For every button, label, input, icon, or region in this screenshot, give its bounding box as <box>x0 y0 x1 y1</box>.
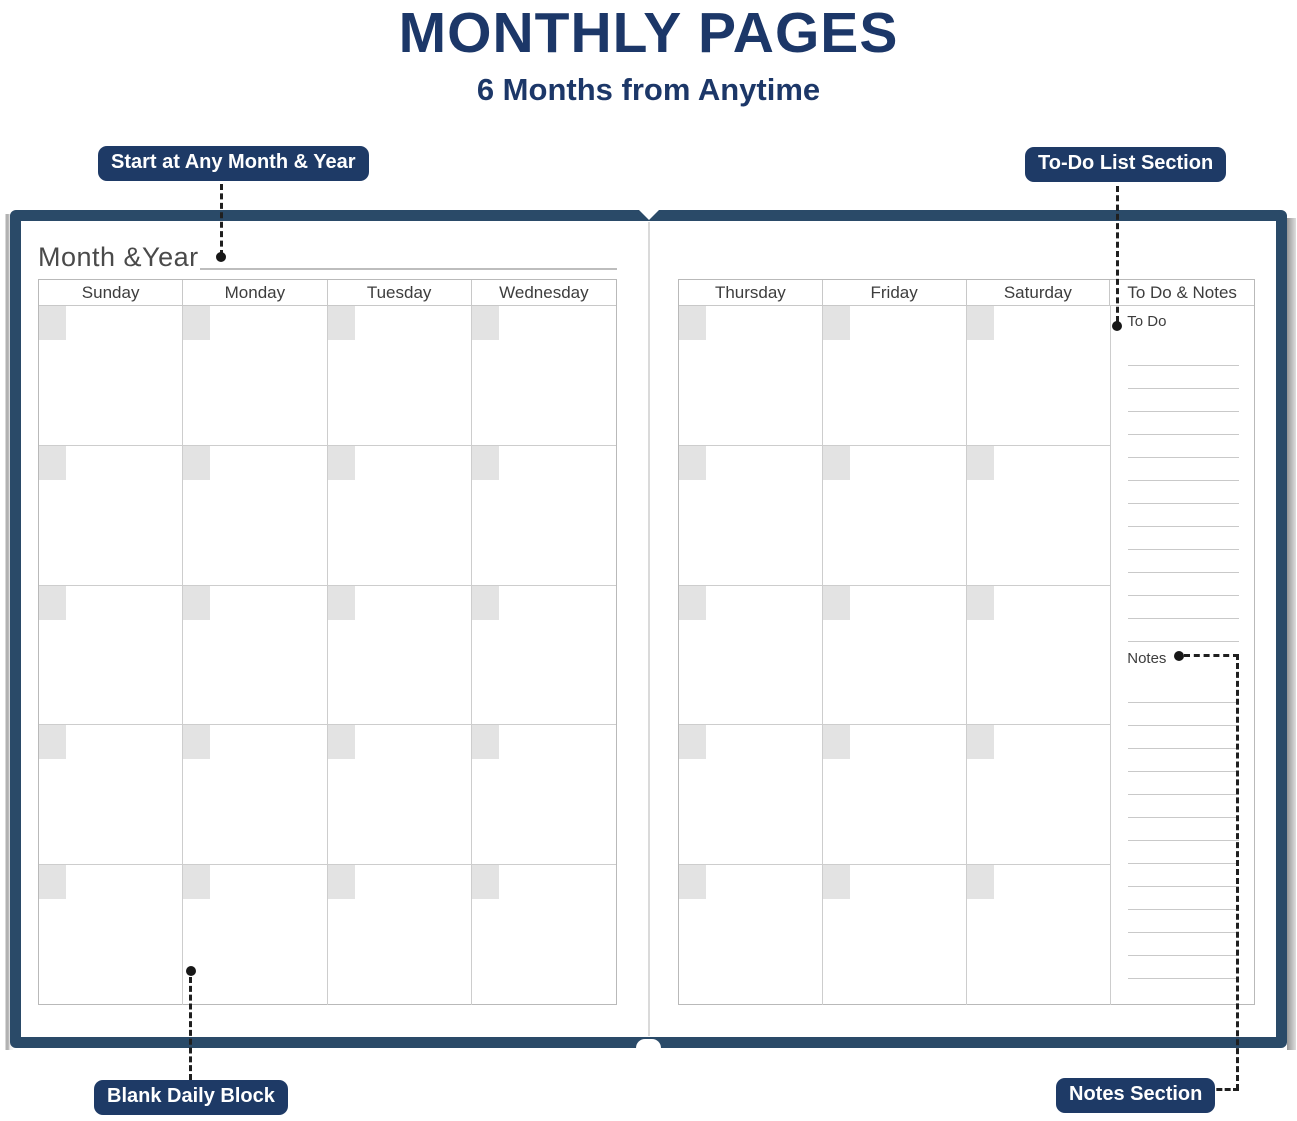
day-cell <box>472 306 616 446</box>
date-number-block <box>472 446 499 480</box>
date-number-block <box>967 306 994 340</box>
date-number-block <box>328 446 355 480</box>
day-cell <box>328 306 472 446</box>
todo-section-label: To Do <box>1127 313 1167 330</box>
day-cell <box>679 306 823 446</box>
date-number-block <box>328 725 355 759</box>
right-calendar-grid <box>678 279 1255 1005</box>
date-number-block <box>472 586 499 620</box>
callout-notes-section: Notes Section <box>1056 1078 1215 1113</box>
day-header-saturday: Saturday <box>967 280 1111 306</box>
spine-gutter <box>648 222 650 1036</box>
date-number-block <box>472 865 499 899</box>
day-cell <box>328 446 472 586</box>
date-number-block <box>39 586 66 620</box>
day-cell <box>679 446 823 586</box>
connector-start-month-line <box>220 184 223 256</box>
date-number-block <box>328 306 355 340</box>
todo-notes-header: To Do & Notes <box>1110 280 1254 306</box>
date-number-block <box>472 725 499 759</box>
date-number-block <box>328 586 355 620</box>
day-cell <box>967 725 1111 865</box>
todo-ruled-lines <box>1128 343 1239 642</box>
date-number-block <box>823 306 850 340</box>
date-number-block <box>183 446 210 480</box>
date-number-block <box>39 865 66 899</box>
connector-todo-list-dot <box>1112 321 1122 331</box>
date-number-block <box>328 865 355 899</box>
date-number-block <box>679 586 706 620</box>
day-cell <box>328 725 472 865</box>
day-cell <box>328 865 472 1005</box>
day-cell <box>183 725 327 865</box>
date-number-block <box>823 446 850 480</box>
connector-todo-list-line <box>1116 186 1119 322</box>
day-cell <box>39 865 183 1005</box>
day-cell <box>679 725 823 865</box>
day-cell <box>39 306 183 446</box>
date-number-block <box>679 306 706 340</box>
day-cell <box>472 446 616 586</box>
day-cell <box>472 725 616 865</box>
month-year-label: Month &Year <box>38 242 199 272</box>
day-cell <box>823 725 967 865</box>
notes-ruled-lines <box>1128 680 1239 979</box>
day-cell <box>967 306 1111 446</box>
date-number-block <box>967 725 994 759</box>
day-cell <box>823 306 967 446</box>
date-number-block <box>679 725 706 759</box>
day-header-thursday: Thursday <box>679 280 823 306</box>
connector-start-month-dot <box>216 252 226 262</box>
date-number-block <box>39 725 66 759</box>
connector-blank-daily-line <box>189 977 192 1080</box>
day-header-friday: Friday <box>823 280 967 306</box>
connector-notes-line-v <box>1236 654 1239 1090</box>
connector-notes-dot <box>1174 651 1184 661</box>
cover-shadow <box>1287 218 1296 1050</box>
date-number-block <box>679 446 706 480</box>
day-cell <box>328 586 472 726</box>
day-cell <box>823 446 967 586</box>
day-header-tuesday: Tuesday <box>328 280 472 306</box>
date-number-block <box>39 446 66 480</box>
day-cell <box>967 446 1111 586</box>
right-day-header-row <box>679 280 1254 306</box>
right-calendar-cells <box>679 306 1110 1005</box>
day-cell <box>183 446 327 586</box>
day-cell <box>823 586 967 726</box>
notes-section-label: Notes <box>1127 650 1167 667</box>
date-number-block <box>679 865 706 899</box>
date-number-block <box>472 306 499 340</box>
connector-notes-line-h1 <box>1184 654 1239 657</box>
spine-notch-bottom <box>636 1039 661 1048</box>
date-number-block <box>967 446 994 480</box>
date-number-block <box>183 306 210 340</box>
page-subtitle: 6 Months from Anytime <box>476 72 821 107</box>
page-title: MONTHLY PAGES <box>398 1 899 65</box>
day-cell <box>183 586 327 726</box>
day-cell <box>472 865 616 1005</box>
date-number-block <box>967 586 994 620</box>
date-number-block <box>183 865 210 899</box>
callout-blank-daily: Blank Daily Block <box>94 1080 288 1115</box>
left-day-header-row <box>39 280 616 306</box>
day-cell <box>183 865 327 1005</box>
day-cell <box>39 725 183 865</box>
callout-start-month: Start at Any Month & Year <box>98 146 369 181</box>
date-number-block <box>39 306 66 340</box>
right-calendar-body <box>679 306 1254 1005</box>
date-number-block <box>183 725 210 759</box>
date-number-block <box>967 865 994 899</box>
day-cell <box>967 865 1111 1005</box>
month-year-fill-line <box>200 268 617 270</box>
day-cell <box>472 586 616 726</box>
callout-todo-list: To-Do List Section <box>1025 147 1226 182</box>
date-number-block <box>823 586 850 620</box>
day-cell <box>967 586 1111 726</box>
day-cell <box>183 306 327 446</box>
connector-blank-daily-dot <box>186 966 196 976</box>
day-cell <box>823 865 967 1005</box>
left-calendar-grid <box>38 279 617 1005</box>
day-cell <box>39 446 183 586</box>
day-cell <box>39 586 183 726</box>
day-cell <box>679 865 823 1005</box>
day-header-wednesday: Wednesday <box>472 280 616 306</box>
spine-notch-top <box>639 210 659 220</box>
day-cell <box>679 586 823 726</box>
date-number-block <box>183 586 210 620</box>
date-number-block <box>823 865 850 899</box>
date-number-block <box>823 725 850 759</box>
day-header-monday: Monday <box>183 280 327 306</box>
left-calendar-cells <box>39 306 616 1005</box>
day-header-sunday: Sunday <box>39 280 183 306</box>
